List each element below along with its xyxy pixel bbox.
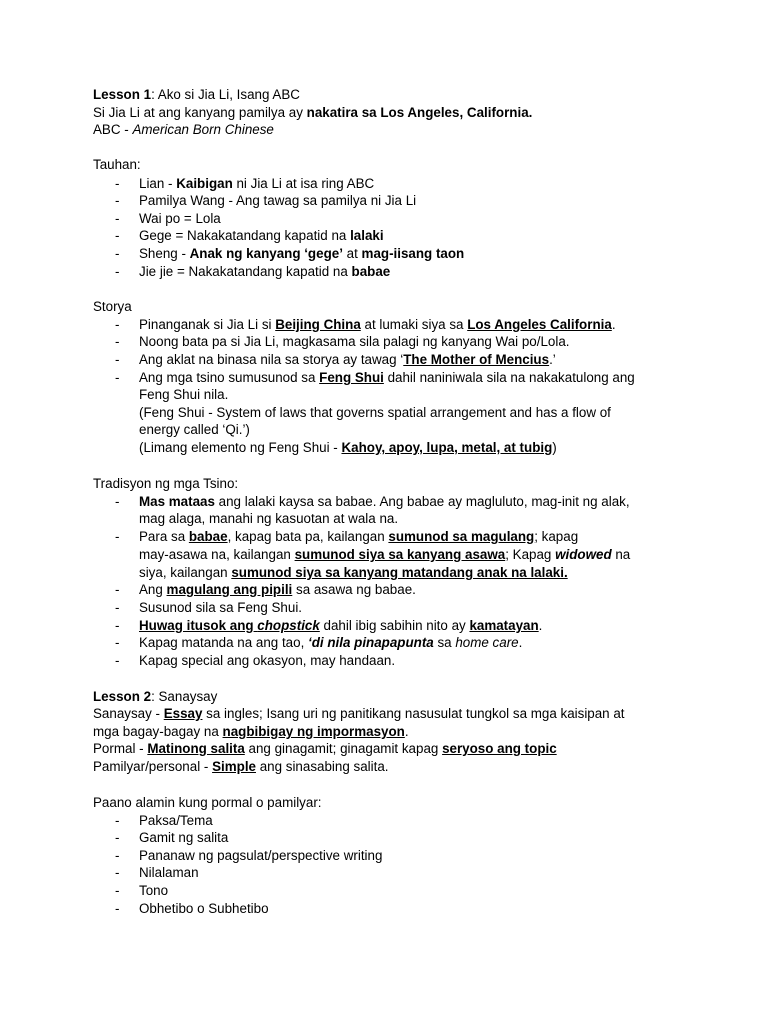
bullet: - <box>115 246 120 261</box>
list-item-continuation: (Feng Shui - System of laws that governs spatial arrangement and has a flow of <box>139 405 611 420</box>
bullet: - <box>115 334 120 349</box>
lesson1-heading: Lesson 1: Ako si Jia Li, Isang ABC <box>93 87 300 102</box>
bullet: - <box>115 635 120 650</box>
bullet: - <box>115 618 120 633</box>
list-item: Para sa babae, kapag bata pa, kailangan sumunod sa magulang; kapag <box>139 529 579 544</box>
list-item: Ang mga tsino sumusunod sa Feng Shui dahil naniniwala sila na nakakatulong ang <box>139 370 635 385</box>
bullet: - <box>115 193 120 208</box>
bullet: - <box>115 176 120 191</box>
list-item: Pananaw ng pagsulat/perspective writing <box>139 848 383 863</box>
list-item: Gege = Nakakatandang kapatid na lalaki <box>139 228 384 243</box>
tradisyon-title: Tradisyon ng mga Tsino: <box>93 476 239 491</box>
list-item: Ang aklat na binasa nila sa storya ay tawag ‘The Mother of Mencius.’ <box>139 352 556 367</box>
list-item: Paksa/Tema <box>139 813 213 828</box>
list-item: Ang magulang ang pipili sa asawa ng babae. <box>139 582 416 597</box>
bullet: - <box>115 600 120 615</box>
list-item: Pinanganak si Jia Li si Beijing China at lumaki siya sa Los Angeles California. <box>139 317 616 332</box>
bullet: - <box>115 352 120 367</box>
lesson2-heading: Lesson 2: Sanaysay <box>93 689 218 704</box>
list-item-continuation: may-asawa na, kailangan sumunod siya sa kanyang asawa; Kapag widowed na <box>139 547 631 562</box>
list-item: Kapag special ang okasyon, may handaan. <box>139 653 396 668</box>
list-item-continuation: siya, kailangan sumunod siya sa kanyang matandang anak na lalaki. <box>139 565 568 580</box>
list-item: Wai po = Lola <box>139 211 221 226</box>
bullet: - <box>115 529 120 544</box>
lesson1-abc-definition: ABC - American Born Chinese <box>93 122 274 137</box>
paragraph-line: mga bagay-bagay na nagbibigay ng impormasyon. <box>93 724 409 739</box>
list-item: Mas mataas ang lalaki kaysa sa babae. Ang babae ay magluluto, mag-init ng alak, <box>139 494 630 509</box>
paragraph-line: Pormal - Matinong salita ang ginagamit; ginagamit kapag seryoso ang topic <box>93 741 557 756</box>
bullet: - <box>115 494 120 509</box>
tauhan-title: Tauhan: <box>93 157 141 172</box>
list-item: Tono <box>139 883 169 898</box>
bullet: - <box>115 211 120 226</box>
bullet: - <box>115 317 120 332</box>
lesson1-intro: Si Jia Li at ang kanyang pamilya ay nakatira sa Los Angeles, California. <box>93 105 533 120</box>
list-item-continuation: energy called ‘Qi.’) <box>139 422 250 437</box>
list-item: Pamilya Wang - Ang tawag sa pamilya ni Jia Li <box>139 193 417 208</box>
bullet: - <box>115 264 120 279</box>
bullet: - <box>115 228 120 243</box>
bullet: - <box>115 582 120 597</box>
bullet: - <box>115 865 120 880</box>
bullet: - <box>115 848 120 863</box>
bullet: - <box>115 901 120 916</box>
list-item: Jie jie = Nakakatandang kapatid na babae <box>139 264 391 279</box>
bullet: - <box>115 883 120 898</box>
list-item: Susunod sila sa Feng Shui. <box>139 600 303 615</box>
bullet: - <box>115 653 120 668</box>
bullet: - <box>115 370 120 385</box>
paragraph-line: Sanaysay - Essay sa ingles; Isang uri ng panitikang nasusulat tungkol sa mga kaisipan at <box>93 706 625 721</box>
list-item: Lian - Kaibigan ni Jia Li at isa ring ABC <box>139 176 375 191</box>
list-item: Sheng - Anak ng kanyang ‘gege’ at mag-iisang taon <box>139 246 465 261</box>
bullet: - <box>115 830 120 845</box>
bullet: - <box>115 813 120 828</box>
list-item: Kapag matanda na ang tao, ‘di nila pinapapunta sa home care. <box>139 635 523 650</box>
list-item-continuation: mag alaga, manahi ng kasuotan at wala na. <box>139 511 399 526</box>
paragraph-line: Pamilyar/personal - Simple ang sinasabing salita. <box>93 759 389 774</box>
paano-title: Paano alamin kung pormal o pamilyar: <box>93 795 322 810</box>
list-item: Huwag itusok ang chopstick dahil ibig sabihin nito ay kamatayan. <box>139 618 543 633</box>
storya-title: Storya <box>93 299 132 314</box>
list-item: Noong bata pa si Jia Li, magkasama sila palagi ng kanyang Wai po/Lola. <box>139 334 570 349</box>
list-item: Gamit ng salita <box>139 830 229 845</box>
list-item-continuation: Feng Shui nila. <box>139 387 229 402</box>
list-item: Obhetibo o Subhetibo <box>139 901 269 916</box>
list-item-continuation: (Limang elemento ng Feng Shui - Kahoy, apoy, lupa, metal, at tubig) <box>139 440 557 455</box>
list-item: Nilalaman <box>139 865 199 880</box>
